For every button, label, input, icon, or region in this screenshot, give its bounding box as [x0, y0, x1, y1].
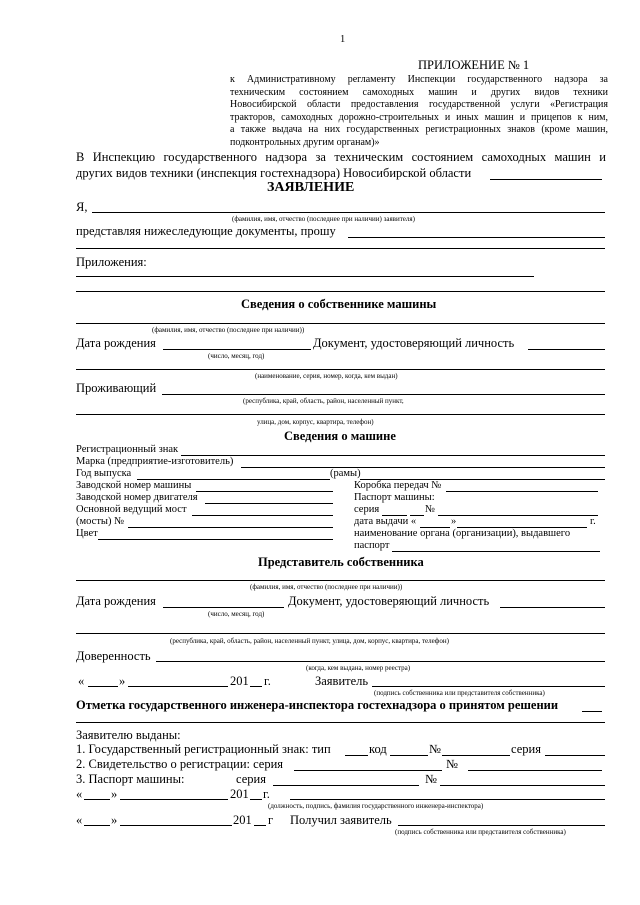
appendix-line-2: техническим состоянием самоходных машин и других видов техники — [230, 86, 608, 98]
addressee-field[interactable] — [490, 179, 602, 180]
rep-heading: Представитель собственника — [258, 555, 424, 569]
inspector-caption: (должность, подпись, фамилия государственного инженера-инспектора) — [268, 802, 484, 810]
inspector-mark-field[interactable] — [582, 711, 602, 712]
owner-id-field[interactable] — [528, 349, 605, 350]
owner-birth-label: Дата рождения — [76, 336, 156, 350]
gearbox-field[interactable] — [446, 491, 598, 492]
reg-sign-field[interactable] — [181, 455, 605, 456]
appendix-line-3: Новосибирской области предоставления государственной услуги «Регистрация — [230, 99, 608, 110]
request-field-2[interactable] — [76, 248, 605, 249]
issued-item2-a: 2. Свидетельство о регистрации: серия — [76, 757, 284, 771]
issued-item3-c: № — [425, 772, 437, 786]
issued-item1-a: 1. Государственный регистрационный знак: тип — [76, 742, 331, 756]
machine-heading: Сведения о машине — [284, 429, 396, 443]
inspector-heading: Отметка государственного инженера-инспектора гостехнадзора о принятом решении — [76, 698, 559, 712]
owner-address-field-2[interactable] — [76, 414, 605, 415]
received-sign-field[interactable] — [398, 825, 605, 826]
rep-id-field[interactable] — [500, 607, 605, 608]
issued-item1-d: серия — [511, 742, 541, 756]
rep-applicant-sign-field[interactable] — [372, 686, 605, 687]
engine-no-label: Заводской номер двигателя — [76, 492, 198, 503]
appendix-title: ПРИЛОЖЕНИЕ № 1 — [418, 58, 530, 72]
date2-open: « — [76, 813, 83, 827]
owner-address-caption-2: улица, дом, корпус, квартира, телефон) — [257, 418, 374, 426]
frame-label: (рамы) — [330, 468, 361, 479]
form-title: ЗАЯВЛЕНИЕ — [267, 180, 355, 195]
date2-close: » — [111, 813, 118, 827]
proxy-field[interactable] — [156, 661, 605, 662]
owner-id-field-2[interactable] — [76, 369, 605, 370]
applicant-fio-caption: (фамилия, имя, отчество (последнее при наличии) заявителя) — [232, 215, 415, 223]
inspector-mark-field-2[interactable] — [76, 722, 605, 723]
date1-month-field[interactable] — [120, 799, 228, 800]
owner-birth-field[interactable] — [163, 349, 311, 350]
addressee-line-2: других видов техники (инспекция гостехнадзора) Новосибирской области — [76, 166, 472, 180]
date2-day-field[interactable] — [84, 825, 110, 826]
rep-date-close: » — [119, 674, 126, 688]
rep-birth-label: Дата рождения — [76, 594, 156, 608]
color-label: Цвет — [76, 528, 98, 539]
issue-date-label: дата выдачи « — [354, 516, 417, 527]
passport-number-sign: № — [425, 504, 436, 515]
rep-birth-caption: (число, месяц, год) — [208, 610, 265, 618]
rep-address-caption: (республика, край, область, район, населенный пункт, улица, дом, корпус, квартира, телефон) — [170, 637, 449, 645]
date2-year-field[interactable] — [254, 825, 266, 826]
rep-fio-field[interactable] — [76, 580, 605, 581]
received-label: Получил заявитель — [290, 813, 392, 827]
issued-cert-number-field[interactable] — [468, 770, 602, 771]
date1-g: г. — [263, 787, 270, 801]
owner-residing-label: Проживающий — [76, 381, 157, 395]
rep-fio-caption: (фамилия, имя, отчество (последнее при наличии)) — [250, 583, 403, 591]
proxy-caption: (когда, кем выдана, номер реестра) — [306, 664, 411, 672]
owner-fio-field[interactable] — [76, 323, 605, 324]
issuer-label-2: паспорт — [354, 540, 390, 551]
rep-year-field[interactable] — [250, 686, 262, 687]
date1-close: » — [111, 787, 118, 801]
date2-201: 201 — [233, 813, 252, 827]
ya-label: Я, — [76, 200, 88, 214]
appendix-line-5: а также выдача на них государственных регистрационных знаков (кроме машин, — [230, 124, 608, 135]
attachments-field-2[interactable] — [76, 291, 605, 292]
date1-201: 201 — [230, 787, 249, 801]
main-axle-field[interactable] — [192, 515, 333, 516]
axles-label: (мосты) № — [76, 516, 125, 527]
rep-day-field[interactable] — [88, 686, 118, 687]
rep-id-label: Документ, удостоверяющий личность — [288, 594, 490, 608]
rep-date-open: « — [78, 674, 85, 688]
applicant-fio-field[interactable] — [92, 212, 605, 213]
issued-item1-c: № — [429, 742, 441, 756]
issued-series-field[interactable] — [545, 755, 605, 756]
issued-item2-b: № — [446, 757, 458, 771]
issued-item3-a: 3. Паспорт машины: — [76, 772, 185, 786]
date1-open: « — [76, 787, 83, 801]
brand-label: Марка (предприятие-изготовитель) — [76, 456, 234, 467]
year-label: Год выпуска — [76, 468, 132, 479]
engine-no-field[interactable] — [205, 503, 333, 504]
owner-id-label: Документ, удостоверяющий личность — [313, 336, 515, 350]
inspector-sign-field[interactable] — [290, 799, 605, 800]
axles-field[interactable] — [128, 527, 333, 528]
issued-number-field[interactable] — [442, 755, 510, 756]
issued-type-field[interactable] — [345, 755, 368, 756]
rep-applicant-label: Заявитель — [315, 674, 369, 688]
issuer-label-1: наименование органа (организации), выдавшего — [354, 528, 571, 539]
issued-cert-series-field[interactable] — [294, 770, 442, 771]
issue-date-mid: » — [451, 516, 457, 527]
rep-year-g: г. — [264, 674, 271, 688]
color-field[interactable] — [98, 539, 333, 540]
appendix-line-6: подконтрольных другим органам)» — [230, 136, 380, 148]
passport-label: Паспорт машины: — [354, 492, 435, 503]
owner-heading: Сведения о собственнике машины — [241, 297, 437, 311]
attachments-field-1[interactable] — [76, 276, 534, 277]
passport-number-field[interactable] — [438, 515, 598, 516]
received-caption: (подпись собственника или представителя собственника) — [395, 828, 566, 836]
rep-year-201: 201 — [230, 674, 249, 688]
reg-sign-label: Регистрационный знак — [76, 444, 179, 455]
appendix-line-4: тракторов, самоходных дорожно-строительных и иных машин и прицепов к ним, — [230, 111, 608, 123]
series-label: серия — [354, 504, 380, 515]
request-field[interactable] — [348, 237, 605, 238]
request-label: представляя нижеследующие документы, прошу — [76, 224, 336, 238]
attachments-label: Приложения: — [76, 255, 147, 269]
rep-sign-caption: (подпись собственника или представителя собственника) — [374, 689, 545, 697]
proxy-label: Доверенность — [76, 649, 151, 663]
factory-no-label: Заводской номер машины — [76, 480, 192, 491]
gearbox-label: Коробка передач № — [354, 480, 442, 491]
date1-year-field[interactable] — [250, 799, 262, 800]
owner-fio-caption: (фамилия, имя, отчество (последнее при наличии)) — [152, 326, 305, 334]
issued-passport-series-field[interactable] — [273, 785, 419, 786]
issued-passport-number-field[interactable] — [440, 785, 605, 786]
owner-address-caption-1: (республика, край, область, район, населенный пункт, — [243, 397, 404, 405]
owner-address-field[interactable] — [162, 394, 605, 395]
brand-field[interactable] — [241, 467, 605, 468]
issue-year-abbr: г. — [590, 516, 596, 527]
issued-code-field[interactable] — [390, 755, 428, 756]
issued-title: Заявителю выданы: — [76, 728, 181, 742]
date2-month-field[interactable] — [120, 825, 232, 826]
date2-g: г — [268, 813, 274, 827]
addressee-line-1: В Инспекцию государственного надзора за техническим состоянием самоходных машин и — [76, 150, 606, 164]
rep-address-field[interactable] — [76, 633, 605, 634]
owner-id-caption: (наименование, серия, номер, когда, кем выдан) — [255, 372, 398, 380]
rep-birth-field[interactable] — [163, 607, 284, 608]
issued-item3-b: серия — [236, 772, 266, 786]
page-number: 1 — [340, 34, 346, 45]
date1-day-field[interactable] — [84, 799, 110, 800]
rep-month-field[interactable] — [128, 686, 228, 687]
owner-birth-caption: (число, месяц, год) — [208, 352, 265, 360]
main-axle-label: Основной ведущий мост — [76, 504, 187, 515]
issued-item1-b: код — [369, 742, 387, 756]
factory-no-field[interactable] — [196, 491, 333, 492]
issuer-field[interactable] — [392, 551, 600, 552]
appendix-line-1: к Административному регламенту Инспекции государственного надзора за — [230, 74, 608, 85]
